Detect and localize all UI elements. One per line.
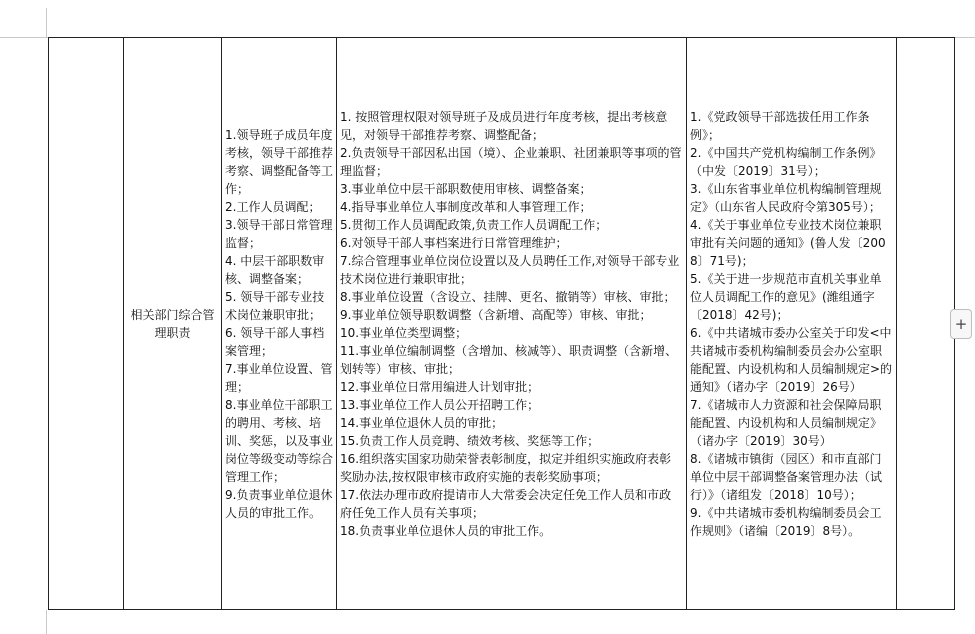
category-cell[interactable] (124, 38, 222, 610)
list-item: 16.组织落实国家功勋荣誉表彰制度，拟定并组织实施政府表彰奖励办法,按权限审核市政府实施的表彰奖励事项； (340, 451, 672, 484)
category-label: 相关部门综合管理职责 (130, 307, 215, 340)
detail-list (340, 108, 683, 540)
list-item: 8.事业单位设置（含设立、挂牌、更名、撤销等）审核、审批； (340, 289, 676, 304)
list-item: 1. 按照管理权限对领导班子及成员进行年度考核，提出考核意见，对领导干部推荐考察、调整配备； (340, 109, 668, 142)
list-item: 6. 领导干部人事档案管理； (225, 325, 325, 358)
list-item: 14.事业单位退休人员的审批； (340, 415, 504, 430)
table-cell-empty-left[interactable] (49, 38, 124, 610)
list-item: 7.《诸城市人力资源和社会保障局职能配置、内设机构和人员编制规定》（诸办字〔2019〕30号） (690, 397, 883, 448)
page-margin-guide-vertical-bottom (46, 610, 47, 634)
list-item: 4.《关于事业单位专业技术岗位兼职审批有关问题的通知》(鲁人发〔2008〕71号)； (690, 217, 886, 268)
list-item: 9.负责事业单位退休人员的审批工作。 (225, 487, 333, 520)
page-margin-guide-vertical (46, 8, 47, 38)
list-item: 5.《关于进一步规范市直机关事业单位人员调配工作的意见》(潍组通字〔2018〕42号)； (690, 271, 882, 322)
list-item: 12.事业单位日常用编进人计划审批； (340, 379, 540, 394)
table-row (49, 38, 955, 610)
responsibility-cell[interactable] (222, 38, 337, 610)
list-item: 3.领导干部日常管理监督； (225, 217, 333, 250)
list-item: 9.事业单位领导职数调整（含新增、高配等）审核、审批； (340, 307, 652, 322)
basis-cell[interactable] (687, 38, 897, 610)
list-item: 8.事业单位干部职工的聘用、考核、培训、奖惩，以及事业岗位等级变动等综合管理工作； (225, 397, 334, 484)
list-item: 6.对领导干部人事档案进行日常管理维护； (340, 235, 568, 250)
list-item: 2.《中国共产党机构编制工作条例》（中发〔2019〕31号）； (690, 145, 882, 178)
list-item: 7.事业单位设置、管理； (225, 361, 333, 394)
list-item: 1.领导班子成员年度考核，领导干部推荐考察、调整配备等工作； (225, 127, 334, 196)
responsibility-list (225, 126, 333, 522)
list-item: 4.指导事业单位人事制度改革和人事管理工作； (340, 199, 592, 214)
list-item: 17.依法办理市政府提请市人大常委会决定任免工作人员和市政府任免工作人员有关事项； (340, 487, 672, 520)
list-item: 6.《中共诸城市委办公室关于印发<中共诸城市委机构编制委员会办公室职能配置、内设机构和人员编制规定>的通知》（诸办字〔2019〕26号） (690, 325, 893, 394)
list-item: 10.事业单位类型调整； (340, 325, 468, 340)
list-item: 5. 领导干部专业技术岗位兼职审批； (225, 289, 325, 322)
detail-cell[interactable] (337, 38, 687, 610)
responsibility-table (48, 37, 955, 610)
list-item: 13.事业单位工作人员公开招聘工作； (340, 397, 540, 412)
list-item: 2.负责领导干部因私出国（境）、企业兼职、社团兼职等事项的管理监督； (340, 145, 682, 178)
list-item: 8.《诸城市镇街（园区）和市直部门单位中层干部调整备案管理办法（试行）》（诸组发〔2018〕10号）； (690, 451, 883, 502)
list-item: 2.工作人员调配； (225, 199, 321, 214)
list-item: 5.贯彻工作人员调配政策,负责工作人员调配工作； (340, 217, 608, 232)
list-item: 1.《党政领导干部选拔任用工作条例》； (690, 109, 870, 142)
list-item: 15.负责工作人员竞聘、绩效考核、奖惩等工作； (340, 433, 600, 448)
list-item: 9.《中共诸城市委机构编制委员会工作规则》（诸编〔2019〕8号）。 (690, 505, 882, 538)
list-item: 3.《山东省事业单位机构编制管理规定》（山东省人民政府令第305号）； (690, 181, 882, 214)
list-item: 18.负责事业单位退休人员的审批工作。 (340, 523, 552, 538)
add-row-button[interactable] (950, 309, 972, 339)
list-item: 7.综合管理事业单位岗位设置以及人员聘任工作,对领导干部专业技术岗位进行兼职审批； (340, 253, 680, 286)
plus-icon: + (954, 315, 968, 333)
list-item: 3.事业单位中层干部职数使用审核、调整备案； (340, 181, 592, 196)
basis-list (690, 108, 893, 540)
list-item: 4. 中层干部职数审核、调整备案； (225, 253, 325, 286)
table-cell-empty-right[interactable] (897, 38, 955, 610)
list-item: 11.事业单位编制调整（含增加、核减等）、职责调整（含新增、划转等）审核、审批； (340, 343, 678, 376)
